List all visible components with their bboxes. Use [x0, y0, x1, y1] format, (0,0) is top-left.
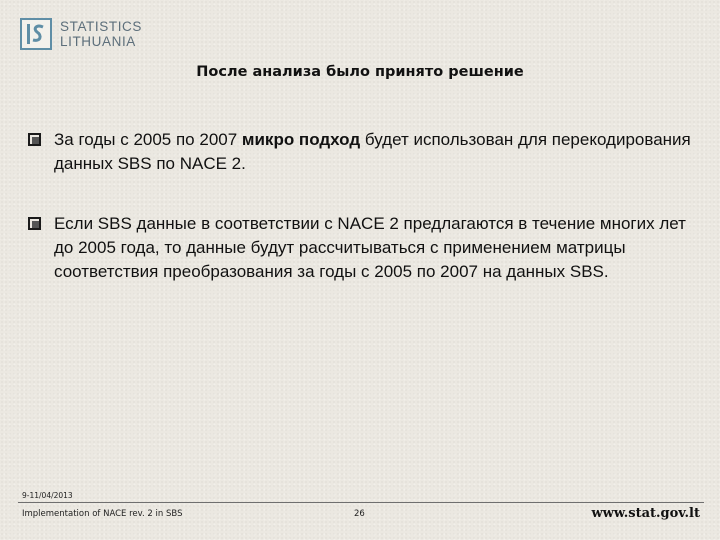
footer-caption: Implementation of NACE rev. 2 in SBS	[22, 509, 183, 519]
footer-divider	[18, 502, 704, 503]
bullet-item	[28, 212, 693, 284]
checkbox-bullet-icon	[28, 217, 41, 230]
logo	[20, 18, 142, 50]
bullet-text: Если SBS данные в соответствии с NACE 2 предлагаются в течение многих лет до 2005 года, то данные будут рассчитываться с применением матрицы соответствия преобразования за годы с 2005 по 2007 на данных SBS.	[54, 214, 686, 281]
slide-title: После анализа было принято решение	[196, 64, 524, 80]
checkbox-bullet-icon	[28, 133, 41, 146]
footer-date: 9-11/04/2013	[22, 491, 73, 500]
statistics-lithuania-logo-icon	[20, 18, 52, 50]
bullet-item	[28, 128, 693, 176]
footer-url-link[interactable]: www.stat.gov.lt	[591, 506, 700, 521]
bullet-emphasis: микро подход	[241, 130, 361, 149]
bullet-text: За годы с 2005 по 2007 микро подход будет использован для перекодирования данных SBS по NACE 2.	[54, 130, 691, 173]
logo-line-1: STATISTICS	[60, 19, 143, 34]
logo-line-2: LITHUANIA	[60, 34, 136, 49]
logo-text	[60, 19, 142, 49]
page-number: 26	[354, 509, 365, 519]
